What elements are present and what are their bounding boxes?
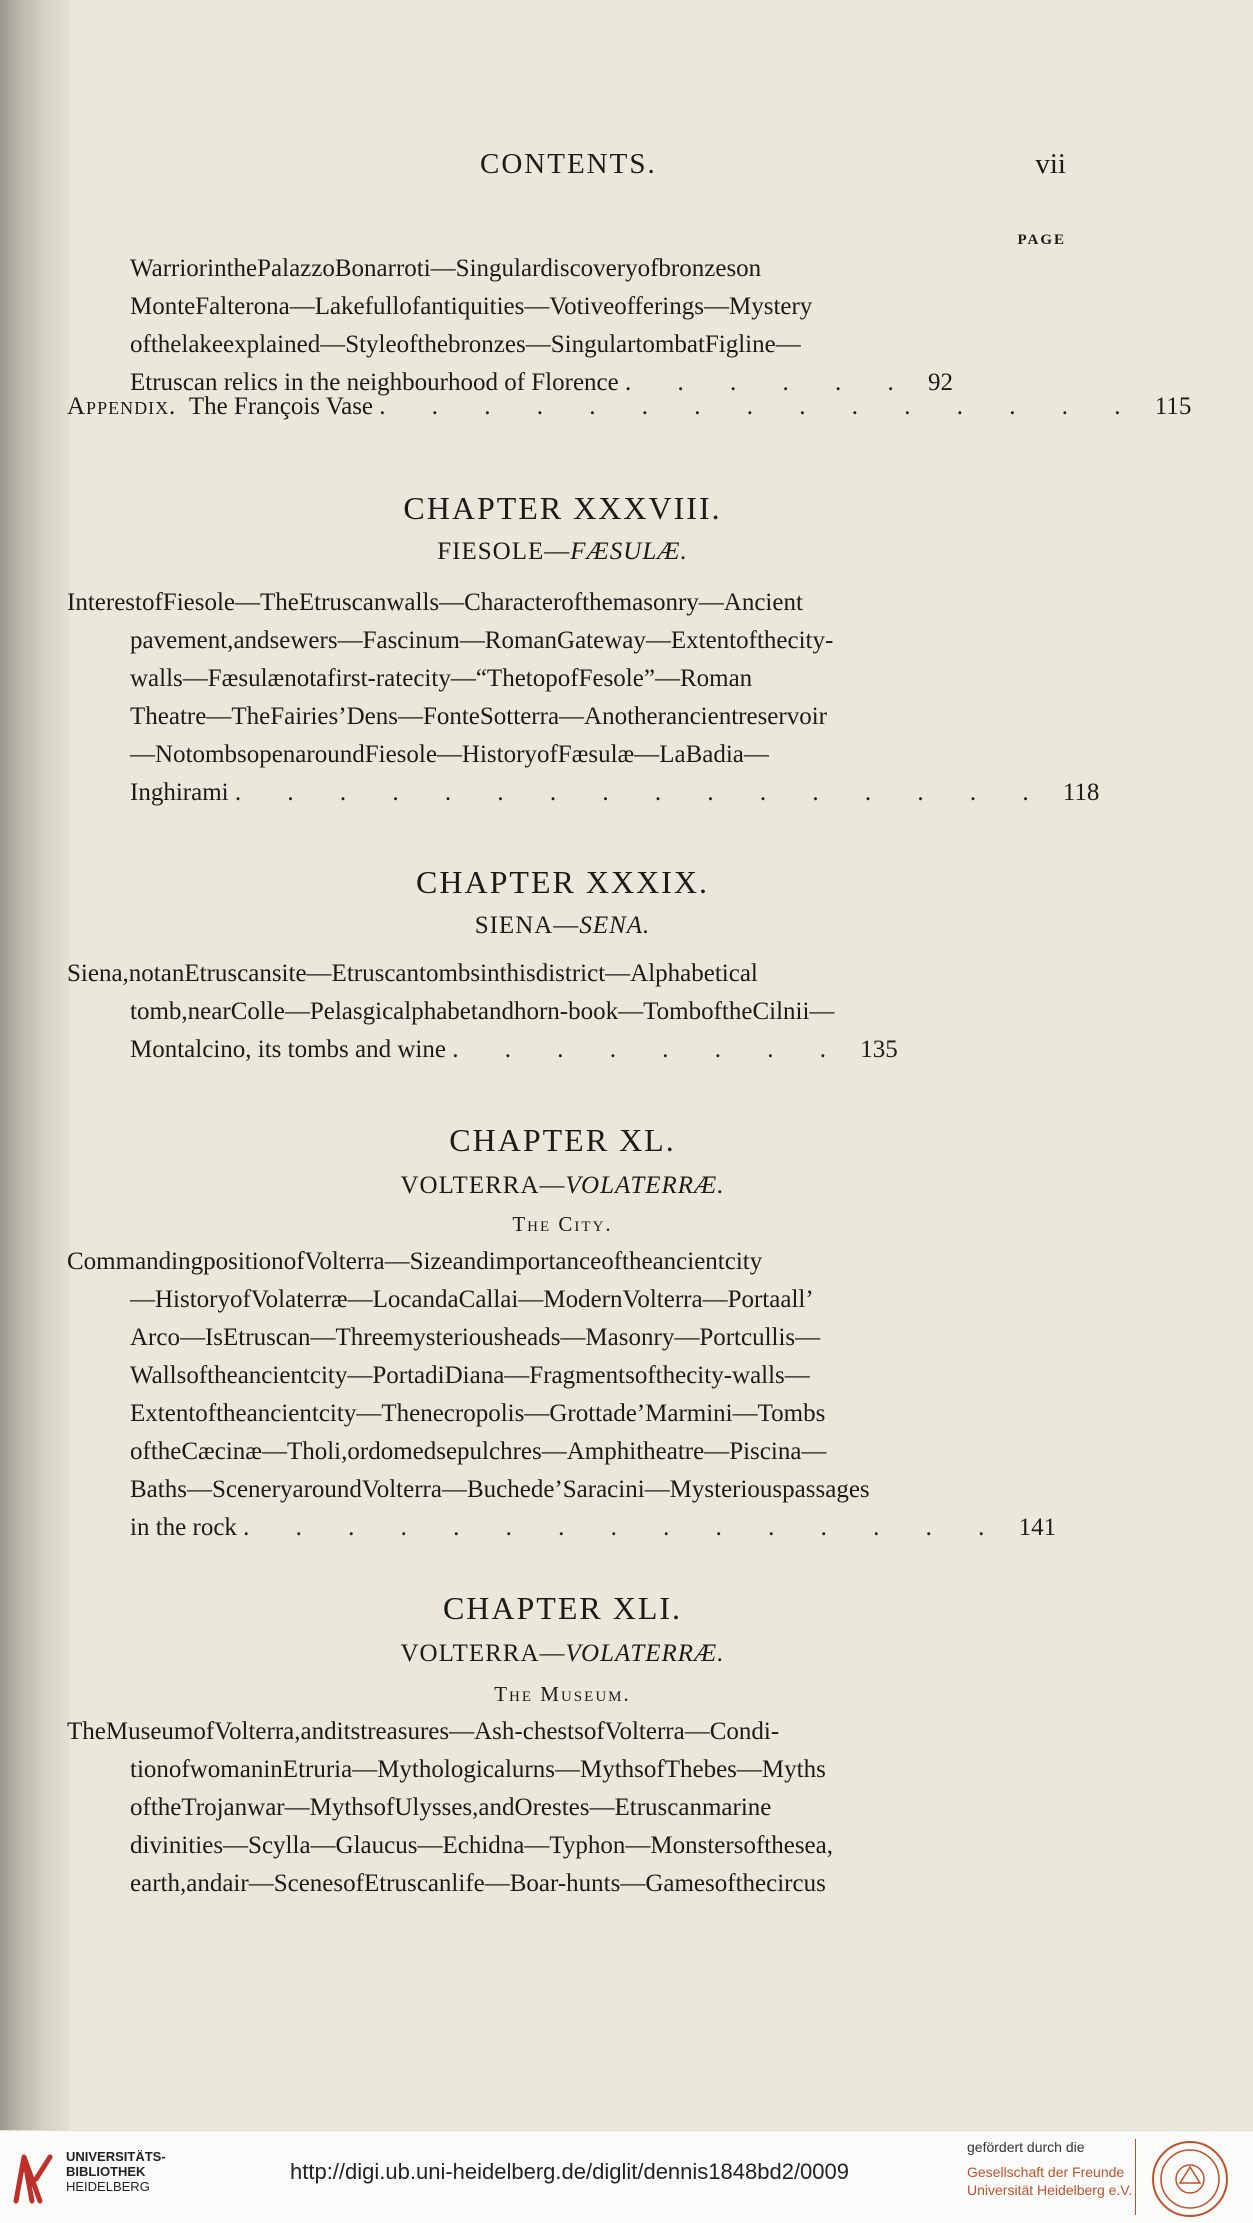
leader-line: Inghirami . . . . . . . . . . . . . . . . 118 — [130, 779, 1100, 806]
university-seal-icon — [1150, 2139, 1230, 2219]
text-line: Inghirami — [130, 779, 229, 806]
text-line: Etruscan relics in the neighbourhood of Florence — [130, 369, 619, 396]
permalink-url[interactable]: http://digi.ub.uni-heidelberg.de/diglit/dennis1848bd2/0009 — [290, 2159, 849, 2184]
chapter-subtitle: VOLTERRA—VOLATERRÆ. — [400, 1640, 725, 1667]
text-line: in the rock — [130, 1514, 237, 1541]
digitization-footer — [0, 2130, 1253, 2223]
text-line: tionofwomaninEtruria—Mythologicalurns—MythsofThebes—Myths — [130, 1756, 826, 1783]
page-column-label: PAGE — [1017, 232, 1066, 248]
text-line: divinities—Scylla—Glaucus—Echidna—Typhon—Monstersofthesea, — [130, 1832, 833, 1859]
text-line: TheMuseumofVolterra,anditstreasures—Ash-chestsofVolterra—Condi- — [67, 1718, 780, 1745]
page-number: 92 — [928, 369, 953, 396]
book-spine-shadow — [0, 0, 70, 2130]
chapter-heading: CHAPTER XLI. — [442, 1590, 683, 1626]
text-line: Arco—IsEtruscan—Threemysteriousheads—Masonry—Portcullis— — [130, 1324, 821, 1351]
chapter-entry — [67, 955, 1052, 1069]
text-line: InterestofFiesole—TheEtruscanwalls—Characterofthemasonry—Ancient — [67, 589, 803, 616]
text-line: oftheTrojanwar—MythsofUlysses,andOrestes—Etruscanmarine — [130, 1794, 772, 1821]
text-line: oftheCæcinæ—Tholi,ordomedsepulchres—Amphitheatre—Piscina— — [130, 1438, 827, 1465]
page-number: 141 — [1018, 1514, 1057, 1541]
text-line: Montalcino, its tombs and wine — [130, 1036, 446, 1063]
chapter-subtitle: FIESOLE—FÆSULÆ. — [437, 538, 688, 565]
text-line: Baths—SceneryaroundVolterra—Buchede’Saracini—Mysteriouspassages — [130, 1476, 870, 1503]
chapter-heading: CHAPTER XL. — [449, 1122, 676, 1158]
text-line: earth,andair—ScenesofEtruscanlife—Boar-hunts—Gamesofthecircus — [130, 1870, 826, 1897]
text-line: ofthelakeexplained—Styleofthebronzes—SingulartombatFigline— — [130, 331, 801, 358]
chapter-entry — [67, 584, 1100, 812]
text-line: MonteFalterona—Lakefullofantiquities—Votiveofferings—Mystery — [130, 293, 813, 320]
chapter-entry — [67, 1713, 1052, 1903]
appendix-label: Appendix. — [67, 393, 177, 420]
text-line: walls—Fæsulænotafirst-ratecity—“ThetopofFesole”—Roman — [130, 665, 753, 692]
library-name: UNIVERSITÄTS- BIBLIOTHEK HEIDELBERG — [66, 2149, 166, 2194]
text-line: tomb,nearColle—Pelasgicalphabetandhorn-book—TomboftheCilnii— — [130, 998, 835, 1025]
running-header-title: CONTENTS. — [480, 148, 657, 180]
leader-line: Etruscan relics in the neighbourhood of Florence . . . . . . 92 — [130, 369, 953, 396]
society-name: Gesellschaft der Freunde Universität Heidelberg e.V. — [967, 2164, 1133, 2198]
page-number: 118 — [1062, 779, 1100, 806]
appendix-title: The François Vase — [188, 393, 374, 420]
leader-line: Montalcino, its tombs and wine . . . . . . . . 135 — [130, 1036, 898, 1063]
chapter-heading: CHAPTER XXXIX. — [416, 864, 709, 900]
page-folio: vii — [1035, 148, 1066, 180]
section-heading: The Museum. — [494, 1682, 631, 1706]
funded-by-label: gefördert durch die — [967, 2139, 1085, 2155]
university-library-logo-icon — [10, 2149, 58, 2207]
page-number: 135 — [860, 1036, 898, 1063]
text-line: —NotombsopenaroundFiesole—HistoryofFæsulæ—LaBadia— — [130, 741, 769, 768]
text-line: Extentoftheancientcity—Thenecropolis—Grottade’Marmini—Tombs — [130, 1400, 826, 1427]
intro-entry — [67, 250, 1052, 402]
text-line: Theatre—TheFairies’Dens—FonteSotterra—Anotherancientreservoir — [130, 703, 827, 730]
footer-divider — [1135, 2139, 1136, 2215]
chapter-subtitle: VOLTERRA—VOLATERRÆ. — [400, 1172, 725, 1199]
text-line: Wallsoftheancientcity—PortadiDiana—Fragmentsofthecity-walls— — [130, 1362, 810, 1389]
text-line: CommandingpositionofVolterra—Sizeandimportanceoftheancientcity — [67, 1248, 763, 1275]
text-line: Siena,notanEtruscansite—Etruscantombsinthisdistrict—Alphabetical — [67, 960, 758, 987]
page-number: 115 — [1154, 393, 1192, 420]
text-line: WarriorinthePalazzoBonarroti—Singulardiscoveryofbronzeson — [130, 255, 762, 282]
chapter-subtitle: SIENA—SENA. — [474, 912, 651, 939]
chapter-heading: CHAPTER XXXVIII. — [403, 490, 722, 526]
text-line: —HistoryofVolaterræ—LocandaCallai—ModernVolterra—Portaall’ — [130, 1286, 814, 1313]
section-heading: The City. — [512, 1212, 613, 1236]
leader-line: in the rock . . . . . . . . . . . . . . . 141 — [130, 1514, 1057, 1541]
text-line: pavement,andsewers—Fascinum—RomanGateway—Extentofthecity- — [130, 627, 834, 654]
chapter-entry — [67, 1243, 1057, 1547]
appendix-entry: Appendix. The François Vase . . . . . . . . . . . . . . . 115 — [67, 393, 1192, 420]
